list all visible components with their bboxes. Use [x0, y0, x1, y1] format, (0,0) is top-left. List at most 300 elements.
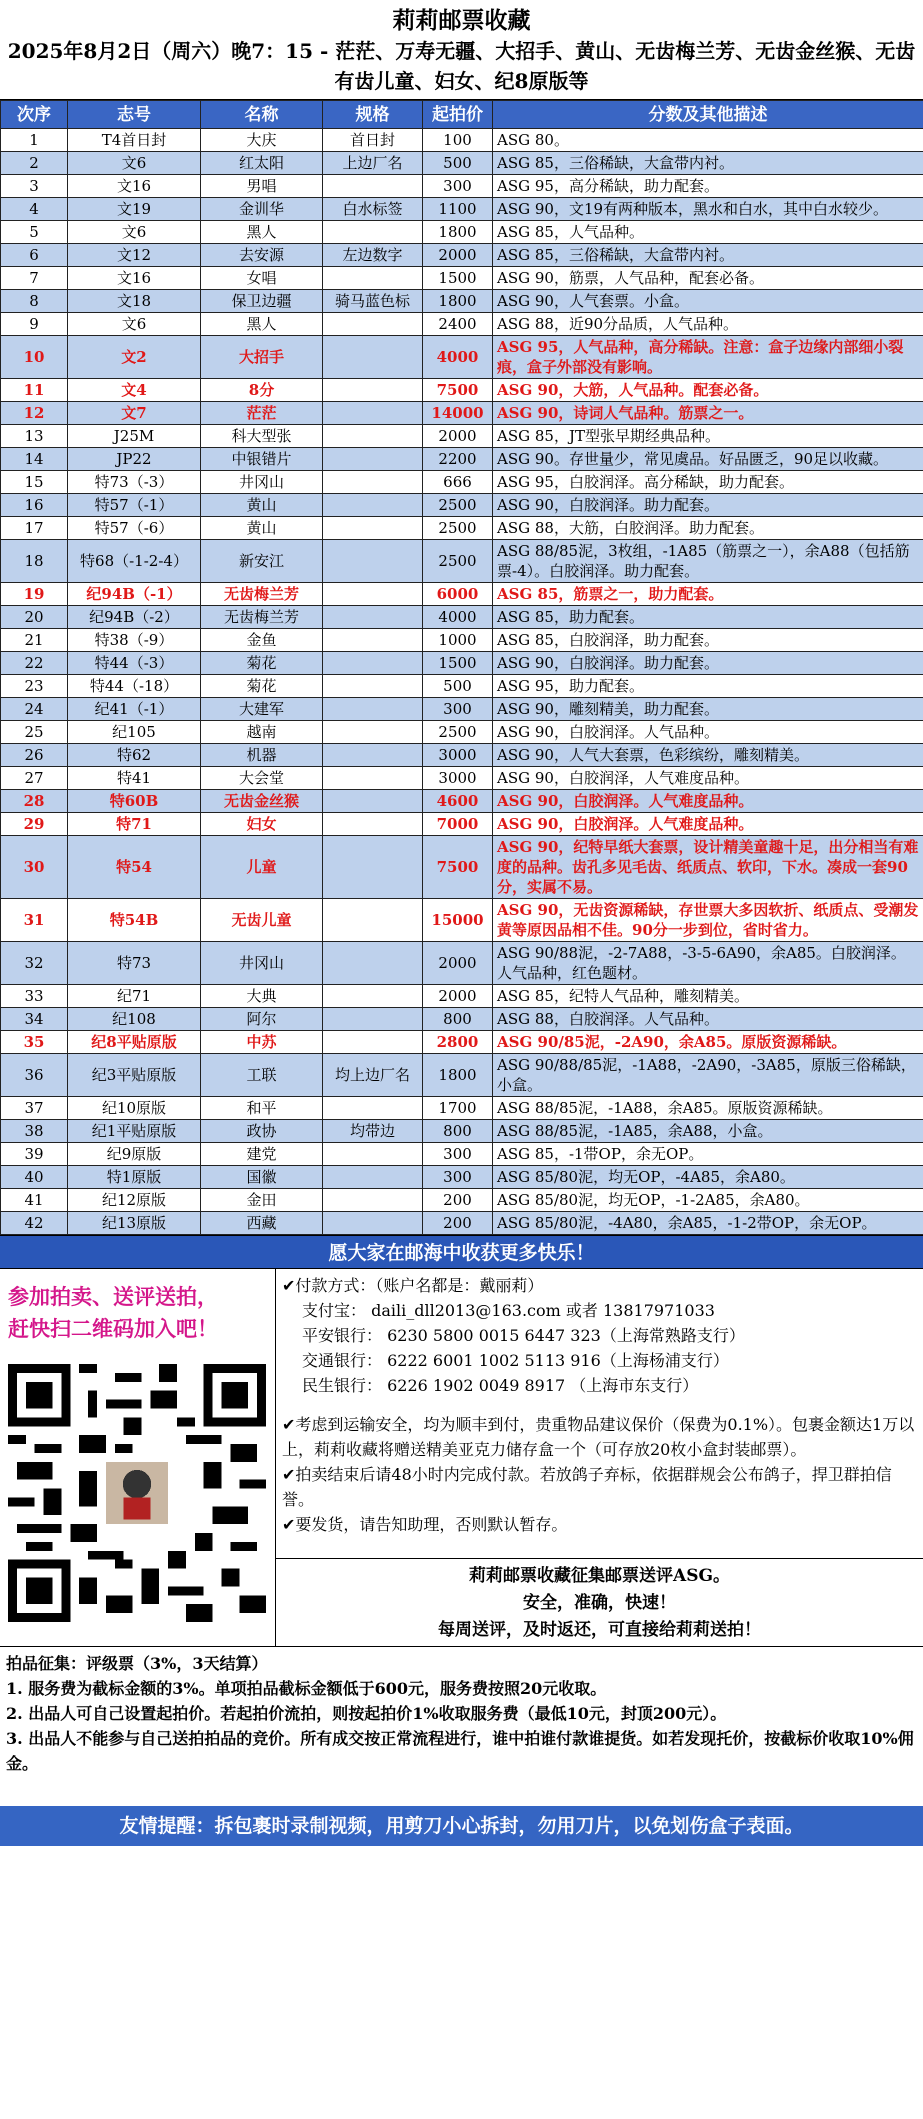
lot-spec: 白水标签 — [323, 198, 423, 221]
lot-code: 纪108 — [68, 1008, 201, 1031]
lot-number: 14 — [1, 448, 68, 471]
lot-start-price: 3000 — [423, 744, 493, 767]
payment-alipay: 支付宝： daili_dll2013@163.com 或者 13817971033 — [302, 1301, 715, 1320]
lot-description: ASG 85/80泥，-4A80，余A85，-1-2带OP，余无OP。 — [493, 1212, 923, 1235]
lot-spec — [323, 540, 423, 583]
lot-spec — [323, 629, 423, 652]
lot-start-price: 6000 — [423, 583, 493, 606]
table-row — [1, 1189, 923, 1212]
lot-description: ASG 90，大筋，人气品种。配套必备。 — [493, 379, 923, 402]
lot-spec — [323, 744, 423, 767]
lot-number: 12 — [1, 402, 68, 425]
lot-description: ASG 95，高分稀缺，助力配套。 — [493, 175, 923, 198]
lot-code: 特57（-1） — [68, 494, 201, 517]
lot-description: ASG 90/88/85泥，-1A88，-2A90，-3A85，原版三俗稀缺，小盒。 — [493, 1054, 923, 1097]
lot-spec — [323, 813, 423, 836]
lot-start-price: 1700 — [423, 1097, 493, 1120]
lot-spec — [323, 425, 423, 448]
lot-number: 26 — [1, 744, 68, 767]
lot-start-price: 7500 — [423, 379, 493, 402]
table-row — [1, 1212, 923, 1235]
col-header-desc: 分数及其他描述 — [493, 101, 923, 129]
lot-description: ASG 90，白胶润泽。助力配套。 — [493, 494, 923, 517]
lot-start-price: 2800 — [423, 1031, 493, 1054]
table-row — [1, 471, 923, 494]
table-row — [1, 744, 923, 767]
lot-number: 18 — [1, 540, 68, 583]
table-row — [1, 494, 923, 517]
lot-start-price: 7500 — [423, 836, 493, 899]
lot-name: 机器 — [201, 744, 323, 767]
lot-description: ASG 85，人气品种。 — [493, 221, 923, 244]
lot-number: 5 — [1, 221, 68, 244]
table-row — [1, 698, 923, 721]
lot-description: ASG 90，白胶润泽。助力配套。 — [493, 652, 923, 675]
table-row — [1, 629, 923, 652]
lot-spec — [323, 267, 423, 290]
shipping-note: ✔考虑到运输安全，均为顺丰到付，贵重物品建议保价（保费为0.1%）。包裹金额达1万以上，莉莉收藏将赠送精美亚克力储存盒一个（可存放20枚小盒封装邮票）。 — [282, 1415, 915, 1459]
lot-number: 9 — [1, 313, 68, 336]
table-row — [1, 267, 923, 290]
lot-start-price: 300 — [423, 698, 493, 721]
lot-start-price: 2000 — [423, 942, 493, 985]
lot-start-price: 7000 — [423, 813, 493, 836]
table-row — [1, 675, 923, 698]
lot-name: 中银错片 — [201, 448, 323, 471]
lot-name: 茫茫 — [201, 402, 323, 425]
lot-name: 大招手 — [201, 336, 323, 379]
lot-start-price: 2500 — [423, 494, 493, 517]
lot-description: ASG 90，人气套票。小盒。 — [493, 290, 923, 313]
col-header-name: 名称 — [201, 101, 323, 129]
lot-number: 37 — [1, 1097, 68, 1120]
lot-name: 菊花 — [201, 652, 323, 675]
lot-description: ASG 90，无齿资源稀缺，存世票大多因软折、纸质点、受潮发黄等原因品相不佳。90分一步到位，省时省力。 — [493, 899, 923, 942]
lot-code: 特38（-9） — [68, 629, 201, 652]
lot-start-price: 2000 — [423, 425, 493, 448]
payment-jiaotong-bank: 交通银行： 6222 6001 1002 5113 916（上海杨浦支行） — [302, 1351, 729, 1370]
lot-name: 大建军 — [201, 698, 323, 721]
lot-name: 中苏 — [201, 1031, 323, 1054]
lot-name: 金训华 — [201, 198, 323, 221]
lot-name: 儿童 — [201, 836, 323, 899]
lot-start-price: 2000 — [423, 244, 493, 267]
table-row — [1, 448, 923, 471]
lot-name: 无齿金丝猴 — [201, 790, 323, 813]
lot-start-price: 15000 — [423, 899, 493, 942]
lot-number: 1 — [1, 129, 68, 152]
lot-description: ASG 88/85泥，-1A88，余A85。原版资源稀缺。 — [493, 1097, 923, 1120]
lot-number: 39 — [1, 1143, 68, 1166]
lot-start-price: 1500 — [423, 652, 493, 675]
lot-number: 29 — [1, 813, 68, 836]
lot-spec — [323, 1031, 423, 1054]
lot-description: ASG 85/80泥，均无OP，-1-2A85，余A80。 — [493, 1189, 923, 1212]
payment-deadline-note: ✔拍卖结束后请48小时内完成付款。若放鸽子弃标，依据群规会公布鸽子，捍卫群拍信誉。 — [282, 1465, 892, 1509]
lot-start-price: 2000 — [423, 985, 493, 1008]
lot-number: 25 — [1, 721, 68, 744]
lot-start-price: 1100 — [423, 198, 493, 221]
payment-info — [276, 1269, 923, 1558]
lot-spec — [323, 1212, 423, 1235]
lot-spec — [323, 448, 423, 471]
table-row — [1, 1143, 923, 1166]
lot-number: 31 — [1, 899, 68, 942]
lot-spec — [323, 221, 423, 244]
lot-description: ASG 88，大筋，白胶润泽。助力配套。 — [493, 517, 923, 540]
table-row — [1, 1031, 923, 1054]
lot-number: 17 — [1, 517, 68, 540]
lot-code: 文16 — [68, 175, 201, 198]
lot-number: 41 — [1, 1189, 68, 1212]
lot-start-price: 2500 — [423, 540, 493, 583]
asg-line-1: 莉莉邮票收藏征集邮票送评ASG。 — [469, 1566, 730, 1586]
lots-table — [0, 100, 923, 1235]
lot-spec — [323, 336, 423, 379]
table-row — [1, 899, 923, 942]
lot-start-price: 200 — [423, 1212, 493, 1235]
col-header-spec: 规格 — [323, 101, 423, 129]
lot-name: 妇女 — [201, 813, 323, 836]
lot-code: 特62 — [68, 744, 201, 767]
lot-code: 文6 — [68, 221, 201, 244]
lot-description: ASG 85，纪特人气品种，雕刻精美。 — [493, 985, 923, 1008]
lot-spec — [323, 1189, 423, 1212]
table-row — [1, 836, 923, 899]
lot-name: 井冈山 — [201, 942, 323, 985]
lot-spec: 均带边 — [323, 1120, 423, 1143]
lot-spec: 左边数字 — [323, 244, 423, 267]
lot-code: 特44（-3） — [68, 652, 201, 675]
lot-code: 特1原版 — [68, 1166, 201, 1189]
qr-code-icon[interactable] — [8, 1363, 266, 1623]
lot-description: ASG 90/88泥，-2-7A88，-3-5-6A90，余A85。白胶润泽。人气品种，红色题材。 — [493, 942, 923, 985]
table-row — [1, 336, 923, 379]
table-row — [1, 221, 923, 244]
lot-name: 金鱼 — [201, 629, 323, 652]
table-row — [1, 942, 923, 985]
table-row — [1, 1054, 923, 1097]
lot-description: ASG 90，文19有两种版本，黑水和白水，其中白水较少。 — [493, 198, 923, 221]
lot-code: 文6 — [68, 313, 201, 336]
lot-name: 红太阳 — [201, 152, 323, 175]
lot-spec — [323, 1166, 423, 1189]
lot-description: ASG 90，筋票，人气品种，配套必备。 — [493, 267, 923, 290]
table-row — [1, 790, 923, 813]
table-row — [1, 767, 923, 790]
table-row — [1, 198, 923, 221]
lot-number: 3 — [1, 175, 68, 198]
lot-description: ASG 90，诗词人气品种。筋票之一。 — [493, 402, 923, 425]
lot-description: ASG 80。 — [493, 129, 923, 152]
lot-name: 和平 — [201, 1097, 323, 1120]
lot-description: ASG 88/85泥，-1A85，余A88，小盒。 — [493, 1120, 923, 1143]
lot-description: ASG 90，白胶润泽。人气难度品种。 — [493, 813, 923, 836]
lot-name: 井冈山 — [201, 471, 323, 494]
lot-code: 纪94B（-1） — [68, 583, 201, 606]
table-row — [1, 379, 923, 402]
lot-description: ASG 90，白胶润泽。人气难度品种。 — [493, 790, 923, 813]
lot-description: ASG 85，白胶润泽，助力配套。 — [493, 629, 923, 652]
lot-code: 纪105 — [68, 721, 201, 744]
table-row — [1, 540, 923, 583]
lot-spec — [323, 675, 423, 698]
lot-start-price: 2500 — [423, 517, 493, 540]
lot-name: 大会堂 — [201, 767, 323, 790]
lot-name: 建党 — [201, 1143, 323, 1166]
lot-code: 文4 — [68, 379, 201, 402]
lot-number: 22 — [1, 652, 68, 675]
table-row — [1, 244, 923, 267]
lot-code: 纪1平贴原版 — [68, 1120, 201, 1143]
lot-number: 4 — [1, 198, 68, 221]
promo-text-line2: 赶快扫二维码加入吧！ — [8, 1316, 218, 1341]
table-header-row — [1, 101, 923, 129]
lot-code: T4首日封 — [68, 129, 201, 152]
lot-code: 纪8平贴原版 — [68, 1031, 201, 1054]
lot-name: 保卫边疆 — [201, 290, 323, 313]
rule-2: 2. 出品人可自己设置起拍价。若起拍价流拍，则按起拍价1%收取服务费（最低10元，封顶200元）。 — [6, 1704, 727, 1723]
lot-code: 纪10原版 — [68, 1097, 201, 1120]
col-header-no: 次序 — [1, 101, 68, 129]
lot-name: 西藏 — [201, 1212, 323, 1235]
lot-spec — [323, 767, 423, 790]
promo-panel — [0, 1269, 276, 1646]
lot-spec: 骑马蓝色标 — [323, 290, 423, 313]
lot-number: 19 — [1, 583, 68, 606]
lot-number: 42 — [1, 1212, 68, 1235]
lot-start-price: 2400 — [423, 313, 493, 336]
lot-code: 文19 — [68, 198, 201, 221]
table-row — [1, 129, 923, 152]
lot-start-price: 300 — [423, 175, 493, 198]
lot-code: 文12 — [68, 244, 201, 267]
asg-line-3: 每周送评，及时返还，可直接给莉莉送拍！ — [438, 1620, 761, 1640]
lot-start-price: 500 — [423, 675, 493, 698]
lot-code: 特68（-1-2-4） — [68, 540, 201, 583]
lot-spec: 上边厂名 — [323, 152, 423, 175]
lot-start-price: 3000 — [423, 767, 493, 790]
table-row — [1, 1097, 923, 1120]
lot-description: ASG 88/85泥，3枚组，-1A85（筋票之一），余A88（包括筋票-4）。白胶润泽。助力配套。 — [493, 540, 923, 583]
lot-start-price: 200 — [423, 1189, 493, 1212]
promo-text-line1: 参加拍卖、送评送拍， — [8, 1284, 218, 1309]
lot-description: ASG 90，白胶润泽。人气品种。 — [493, 721, 923, 744]
lot-description: ASG 95，白胶润泽。高分稀缺，助力配套。 — [493, 471, 923, 494]
lot-description: ASG 85/80泥，均无OP，-4A85，余A80。 — [493, 1166, 923, 1189]
lot-name: 黑人 — [201, 221, 323, 244]
lot-code: 纪71 — [68, 985, 201, 1008]
lot-description: ASG 85，筋票之一，助力配套。 — [493, 583, 923, 606]
page-title: 莉莉邮票收藏 — [392, 7, 531, 34]
lot-number: 30 — [1, 836, 68, 899]
lot-code: 特41 — [68, 767, 201, 790]
lot-number: 33 — [1, 985, 68, 1008]
lot-description: ASG 85，助力配套。 — [493, 606, 923, 629]
lot-code: 文2 — [68, 336, 201, 379]
lot-number: 8 — [1, 290, 68, 313]
table-row — [1, 813, 923, 836]
lot-spec — [323, 175, 423, 198]
table-row — [1, 721, 923, 744]
lot-number: 23 — [1, 675, 68, 698]
lot-name: 新安江 — [201, 540, 323, 583]
payment-title: ✔付款方式：（账户名都是：戴丽莉） — [282, 1276, 544, 1295]
lot-spec — [323, 836, 423, 899]
lot-description: ASG 88，白胶润泽。人气品种。 — [493, 1008, 923, 1031]
lot-code: JP22 — [68, 448, 201, 471]
table-row — [1, 152, 923, 175]
lot-start-price: 100 — [423, 129, 493, 152]
table-row — [1, 313, 923, 336]
lot-spec — [323, 517, 423, 540]
lot-name: 金田 — [201, 1189, 323, 1212]
lot-start-price: 1800 — [423, 290, 493, 313]
rule-3: 3. 出品人不能参与自己送拍拍品的竞价。所有成交按正常流程进行，谁中拍谁付款谁提货。如若发现托价，按截标价收取10%佣金。 — [6, 1729, 914, 1773]
lot-number: 15 — [1, 471, 68, 494]
lot-code: 特60B — [68, 790, 201, 813]
blessing-banner: 愿大家在邮海中收获更多快乐！ — [0, 1235, 923, 1269]
lot-number: 2 — [1, 152, 68, 175]
lot-number: 36 — [1, 1054, 68, 1097]
lot-code: 纪94B（-2） — [68, 606, 201, 629]
lot-spec — [323, 471, 423, 494]
lot-name: 黑人 — [201, 313, 323, 336]
rule-1: 1. 服务费为截标金额的3%。单项拍品截标金额低于600元，服务费按照20元收取。 — [6, 1679, 607, 1698]
lot-code: 特73 — [68, 942, 201, 985]
lot-name: 女唱 — [201, 267, 323, 290]
lot-name: 无齿梅兰芳 — [201, 606, 323, 629]
lot-start-price: 4600 — [423, 790, 493, 813]
lot-start-price: 14000 — [423, 402, 493, 425]
lot-description: ASG 90，雕刻精美，助力配套。 — [493, 698, 923, 721]
lot-spec — [323, 790, 423, 813]
lot-spec — [323, 379, 423, 402]
lot-spec — [323, 402, 423, 425]
lot-number: 13 — [1, 425, 68, 448]
lot-number: 21 — [1, 629, 68, 652]
lot-start-price: 800 — [423, 1120, 493, 1143]
lot-name: 无齿儿童 — [201, 899, 323, 942]
lot-spec — [323, 942, 423, 985]
lot-code: 纪41（-1） — [68, 698, 201, 721]
lot-number: 16 — [1, 494, 68, 517]
table-row — [1, 606, 923, 629]
table-row — [1, 652, 923, 675]
lot-start-price: 300 — [423, 1166, 493, 1189]
lot-spec — [323, 313, 423, 336]
lot-name: 大典 — [201, 985, 323, 1008]
lot-code: 特57（-6） — [68, 517, 201, 540]
table-row — [1, 985, 923, 1008]
lot-code: 特54B — [68, 899, 201, 942]
payment-pingan-bank: 平安银行： 6230 5800 0015 6447 323（上海常熟路支行） — [302, 1326, 745, 1345]
lot-start-price: 1000 — [423, 629, 493, 652]
lot-name: 去安源 — [201, 244, 323, 267]
lot-name: 越南 — [201, 721, 323, 744]
lot-code: 文7 — [68, 402, 201, 425]
lot-name: 大庆 — [201, 129, 323, 152]
lot-description: ASG 90，纪特早纸大套票，设计精美童趣十足，出分相当有难度的品种。齿孔多见毛齿、纸质点、软印，下水。凑成一套90分，实属不易。 — [493, 836, 923, 899]
lot-spec — [323, 606, 423, 629]
asg-line-2: 安全，准确，快速！ — [523, 1593, 676, 1613]
lot-start-price: 666 — [423, 471, 493, 494]
lot-code: J25M — [68, 425, 201, 448]
consignment-rules — [0, 1647, 923, 1806]
auction-subtitle: 2025年8月2日（周六）晚7：15 - 茫茫、万寿无疆、大招手、黄山、无齿梅兰芳、无齿金丝猴、无齿有齿儿童、妇女、纪8原版等 — [7, 39, 916, 93]
lot-spec: 首日封 — [323, 129, 423, 152]
lot-description: ASG 95，助力配套。 — [493, 675, 923, 698]
lot-name: 国徽 — [201, 1166, 323, 1189]
lot-name: 黄山 — [201, 494, 323, 517]
lot-description: ASG 85，三俗稀缺，大盒带内衬。 — [493, 152, 923, 175]
lot-number: 28 — [1, 790, 68, 813]
lot-code: 特44（-18） — [68, 675, 201, 698]
page-header — [0, 0, 923, 100]
lot-description: ASG 90，人气大套票，色彩缤纷，雕刻精美。 — [493, 744, 923, 767]
lot-number: 20 — [1, 606, 68, 629]
lot-start-price: 300 — [423, 1143, 493, 1166]
info-section — [0, 1269, 923, 1647]
lot-start-price: 500 — [423, 152, 493, 175]
lot-code: 文16 — [68, 267, 201, 290]
lot-name: 无齿梅兰芳 — [201, 583, 323, 606]
lot-spec — [323, 985, 423, 1008]
lot-name: 阿尔 — [201, 1008, 323, 1031]
lot-number: 6 — [1, 244, 68, 267]
lot-start-price: 1800 — [423, 1054, 493, 1097]
lot-code: 纪12原版 — [68, 1189, 201, 1212]
shipping-request-note: ✔要发货，请告知助理，否则默认暂存。 — [282, 1515, 568, 1534]
lot-code: 纪3平贴原版 — [68, 1054, 201, 1097]
lot-description: ASG 85，-1带OP，余无OP。 — [493, 1143, 923, 1166]
table-row — [1, 290, 923, 313]
rules-title: 拍品征集：评级票（3%，3天结算） — [6, 1654, 268, 1673]
lot-spec — [323, 1143, 423, 1166]
lot-start-price: 4000 — [423, 336, 493, 379]
lot-number: 32 — [1, 942, 68, 985]
lot-name: 科大型张 — [201, 425, 323, 448]
lot-start-price: 800 — [423, 1008, 493, 1031]
col-header-code: 志号 — [68, 101, 201, 129]
lot-number: 38 — [1, 1120, 68, 1143]
lot-description: ASG 90，白胶润泽，人气难度品种。 — [493, 767, 923, 790]
lot-description: ASG 85，三俗稀缺，大盒带内衬。 — [493, 244, 923, 267]
lot-spec — [323, 652, 423, 675]
lot-start-price: 4000 — [423, 606, 493, 629]
lot-spec — [323, 494, 423, 517]
lot-description: ASG 85，JT型张早期经典品种。 — [493, 425, 923, 448]
lot-description: ASG 88，近90分品质，人气品种。 — [493, 313, 923, 336]
lot-number: 10 — [1, 336, 68, 379]
lot-code: 特73（-3） — [68, 471, 201, 494]
lot-spec: 均上边厂名 — [323, 1054, 423, 1097]
lot-description: ASG 95，人气品种，高分稀缺。注意：盒子边缘内部细小裂痕，盒子外部没有影响。 — [493, 336, 923, 379]
lot-spec — [323, 698, 423, 721]
table-row — [1, 175, 923, 198]
table-row — [1, 1008, 923, 1031]
payment-minsheng-bank: 民生银行： 6226 1902 0049 8917 （上海市东支行） — [302, 1376, 699, 1395]
lot-description: ASG 90/85泥，-2A90，余A85。原版资源稀缺。 — [493, 1031, 923, 1054]
lot-code: 特54 — [68, 836, 201, 899]
lot-start-price: 2500 — [423, 721, 493, 744]
lot-spec — [323, 1008, 423, 1031]
info-right — [276, 1269, 923, 1646]
lot-spec — [323, 899, 423, 942]
lots-table-body — [1, 129, 923, 1235]
lot-name: 男唱 — [201, 175, 323, 198]
lot-name: 工联 — [201, 1054, 323, 1097]
